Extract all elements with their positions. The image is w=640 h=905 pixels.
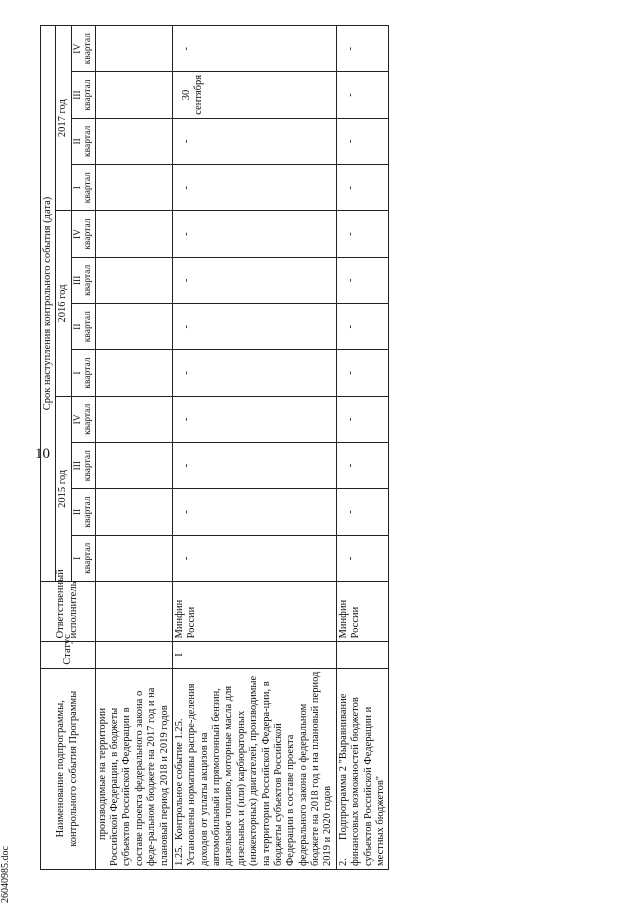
page-number: 10 xyxy=(35,446,50,462)
header-quarter xyxy=(71,396,95,442)
quarter-cell: - xyxy=(336,443,389,489)
quarter-word: квартал xyxy=(83,450,94,482)
quarter-cell xyxy=(95,443,172,489)
quarter-cell xyxy=(95,350,172,396)
quarter-cell: - xyxy=(172,26,336,72)
quarter-number: I xyxy=(72,371,83,375)
quarter-cell: - xyxy=(336,396,389,442)
row-name-cell xyxy=(172,668,336,869)
row-number: 1.25. xyxy=(173,845,185,866)
quarter-cell xyxy=(95,211,172,257)
quarter-number: III xyxy=(72,460,83,471)
quarter-word: квартал xyxy=(83,496,94,528)
row-status xyxy=(95,642,172,668)
header-quarter xyxy=(71,118,95,164)
quarter-cell xyxy=(95,26,172,72)
table-row xyxy=(336,26,389,870)
quarter-cell xyxy=(95,535,172,581)
header-deadline-group: Срок наступления контрольного события (дата) xyxy=(41,26,56,582)
table-row xyxy=(95,26,172,870)
row-name: Контрольное событие 1.25. Установлены нормативы распре-деления доходов от уплаты акцизов на автомобильный и прямогонный бензин, дизельное топливо, моторные масла для дизельных и (или) карбюраторных (инжекторных) двигателей, производимые на территории Российской Федера-ции, в бюджеты субъектов Российской Федерации в составе проекта федерального закона о федеральном бюджете на 2018 год и на плановый период 2019 и 2020 годов xyxy=(173,671,334,866)
header-year: 2017 год xyxy=(56,26,71,211)
quarter-word: квартал xyxy=(83,33,94,65)
quarter-number: I xyxy=(72,186,83,190)
header-name-col: Наименование подпрограммы, контрольного события Программы xyxy=(41,668,96,869)
quarter-cell: - xyxy=(172,350,336,396)
quarter-cell xyxy=(95,257,172,303)
header-quarter xyxy=(71,165,95,211)
row-name-cell xyxy=(95,668,172,869)
quarter-cell: - xyxy=(336,165,389,211)
quarter-word: квартал xyxy=(83,218,94,250)
quarter-cell xyxy=(95,489,172,535)
quarter-cell: - xyxy=(336,118,389,164)
quarter-word: квартал xyxy=(83,264,94,296)
quarter-word: квартал xyxy=(83,357,94,389)
row-responsible: Минфин России xyxy=(172,581,336,641)
quarter-word: квартал xyxy=(83,79,94,111)
quarter-number: IV xyxy=(72,43,83,54)
row-status xyxy=(336,642,389,668)
quarter-cell: - xyxy=(336,211,389,257)
header-quarter xyxy=(71,257,95,303)
quarter-number: III xyxy=(72,275,83,286)
header-quarter xyxy=(71,211,95,257)
rotated-table-wrapper xyxy=(40,25,630,870)
document-footer: 26040985.doc xyxy=(0,846,11,903)
quarter-number: I xyxy=(72,556,83,560)
header-quarter xyxy=(71,443,95,489)
quarter-cell: - xyxy=(172,211,336,257)
header-quarter xyxy=(71,304,95,350)
header-quarter xyxy=(71,535,95,581)
quarter-cell: - xyxy=(172,443,336,489)
header-quarter xyxy=(71,72,95,118)
header-year: 2016 год xyxy=(56,211,71,396)
table-row xyxy=(172,26,336,870)
quarter-cell: - xyxy=(336,26,389,72)
quarter-cell xyxy=(95,118,172,164)
quarter-cell: - xyxy=(336,350,389,396)
quarter-cell: - xyxy=(336,257,389,303)
quarter-cell: - xyxy=(172,257,336,303)
row-name: производимые на территории Российской Федерации, в бюджеты субъектов Российской Федерации в составе проекта федерального закона о феде-ральном бюджете на 2017 год и на плановый период 2018 и 2019 годов xyxy=(96,687,170,866)
header-year: 2015 год xyxy=(56,396,71,581)
quarter-number: III xyxy=(72,90,83,100)
quarter-cell xyxy=(95,72,172,118)
quarter-cell: - xyxy=(172,396,336,442)
row-responsible xyxy=(95,581,172,641)
row-responsible: Минфин России xyxy=(336,581,389,641)
quarter-cell: - xyxy=(172,118,336,164)
quarter-word: квартал xyxy=(83,542,94,574)
quarter-word: квартал xyxy=(83,311,94,343)
header-status-col: Статус xyxy=(41,642,96,668)
row-number: 2. xyxy=(337,858,349,866)
quarter-number: IV xyxy=(72,414,83,425)
quarter-word: квартал xyxy=(83,172,94,204)
quarter-cell: - xyxy=(172,304,336,350)
quarter-cell: - xyxy=(172,165,336,211)
quarter-word: квартал xyxy=(83,403,94,435)
header-quarter xyxy=(71,26,95,72)
quarter-cell: - xyxy=(336,72,389,118)
row-name-cell xyxy=(336,668,389,869)
quarter-cell: - xyxy=(336,535,389,581)
quarter-cell xyxy=(95,304,172,350)
quarter-cell: - xyxy=(336,489,389,535)
quarter-number: II xyxy=(72,323,83,330)
header-quarter xyxy=(71,350,95,396)
schedule-body xyxy=(95,26,389,870)
quarter-cell: 30 сентября xyxy=(172,72,336,118)
header-quarter xyxy=(71,489,95,535)
quarter-cell xyxy=(95,165,172,211)
quarter-cell xyxy=(95,396,172,442)
quarter-cell: - xyxy=(172,535,336,581)
quarter-cell: - xyxy=(336,304,389,350)
header-resp-col: Ответственный исполнитель xyxy=(41,581,96,641)
schedule-table xyxy=(40,25,389,870)
row-name: Подпрограмма 2 "Выравнивание финансовых возможностей бюджетов субъектов Российской Федерации и местных бюджетов" xyxy=(337,693,386,866)
quarter-word: квартал xyxy=(83,125,94,157)
quarter-number: II xyxy=(72,508,83,516)
quarter-number: IV xyxy=(72,229,83,240)
quarter-cell: - xyxy=(172,489,336,535)
row-status: I xyxy=(172,642,336,668)
quarter-number: II xyxy=(72,138,83,145)
